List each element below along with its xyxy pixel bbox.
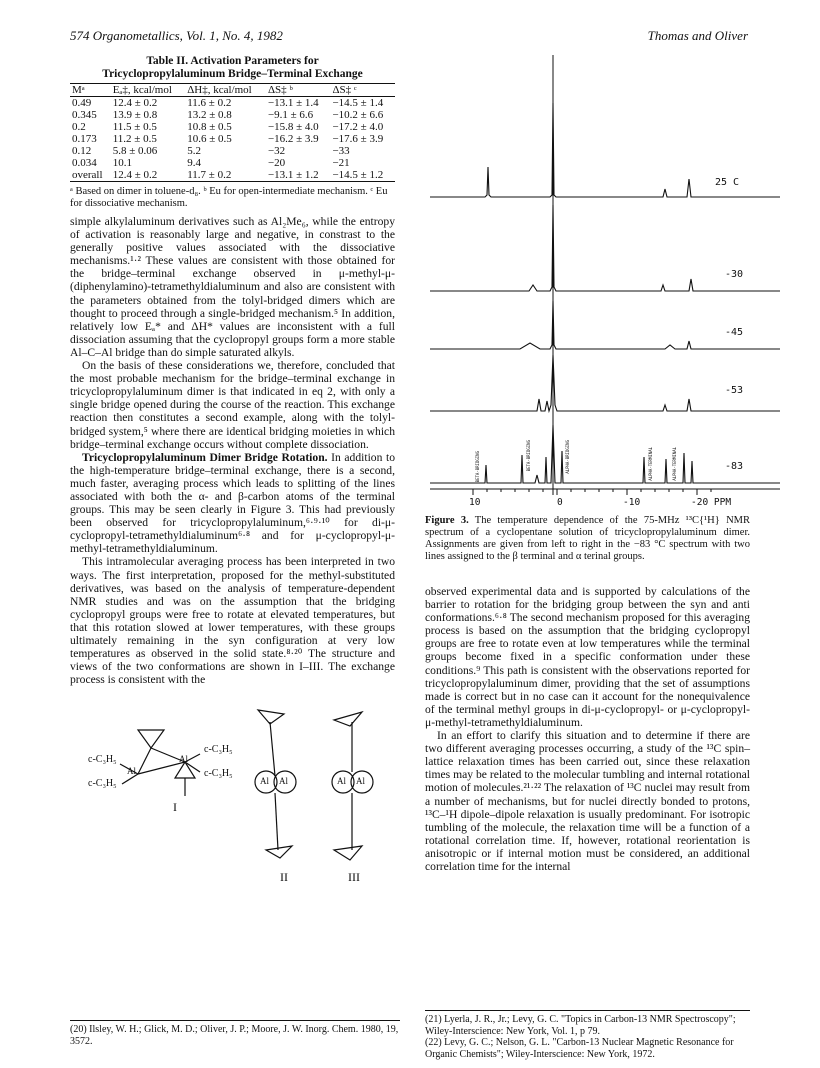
paragraph: In an effort to clarify this situation and to determine if there are two different averaging processes occurring, a study of the ¹³C spin–lattice relaxation times has been carried out, since these relaxation times may be related to the molecular tumbling and internal rotational motion of molecules.²¹·²² The relaxation of ¹³C nuclei may result from a number of mechanisms, but for nuclei directly bonded to protons, ¹³C–¹H dipole–dipole relaxation is usually predominant. For isotropic tumbling of the molecule, the relaxation time will be a function of a rotational correlation time. If, however, rotational reorientation is anisotropic or if internal motion must be considered, an additional correlation time for the internal <box>425 729 750 873</box>
table-cell: −9.1 ± 6.6 <box>267 109 314 121</box>
table-cell: 0.345 <box>72 109 97 121</box>
substituent-label: c-C₃H₅ <box>204 744 233 755</box>
table-cell: −20 <box>267 157 286 169</box>
peak-assignment-label: ALPHA-TERMINAL <box>648 447 653 481</box>
table-cell: 11.5 ± 0.5 <box>112 121 157 133</box>
paragraph: observed experimental data and is supported by calculations of the barrier to rotation for the bridging group between the syn and anti conformations.⁶·⁸ The second mechanism proposed for this averaging process is based on the assumption that the bridging cyclopropyl groups are free to rotate even at low temperatures while the terminal groups become fixed in a specific conformation under these conditions.⁹ This path is consistent with the observations reported for tricyclopropylaluminum dimer, providing that the set of assumptions made is correct but in no case can it account for the nonequivalence of the terminal methyl groups in di-μ-cyclopropyl- or μ-cyclopropyl-μ-methyl-tetramethyldialuminum. <box>425 585 750 729</box>
table-cell: −10.2 ± 6.6 <box>332 109 384 121</box>
nmr-spectra-figure <box>425 55 785 510</box>
table-cell: −13.1 ± 1.4 <box>267 97 319 109</box>
figure-caption <box>425 515 750 563</box>
aluminum-label: Al <box>279 776 288 786</box>
table-cell: 12.4 ± 0.2 <box>112 97 158 109</box>
section-heading: Tricyclopropylaluminum Dimer Bridge Rotation. <box>82 450 328 464</box>
figure-caption-text: The temperature dependence of the 75-MHz ¹³C{¹H} NMR spectrum of a cyclopentane solution of tricyclopropylaluminum dimer. Assignments are given from left to right in the −83 °C spectrum with two lines assigned to the β terminal and α terinal groups. <box>425 515 750 562</box>
paragraph: simple alkylaluminum derivatives such as Al₂Me₆, while the entropy of activation is reasonably large and negative, in constrast to the generally positive values associated with the dissociative mechanisms.¹·² These values are consistent with those obtained for the bridge–terminal exchange observed in μ-methyl-μ-(diphenylamino)-tetramethyldialuminum and also are consistent with the parameters obtained from the tolyl-bridged dimers which are thought to proceed through a single-bridged mechanism.⁵ In addition, relatively low Eₐ* and ΔH* values are inconsistent with a full dissociation assuming that the cyclopropyl groups form a more stable Al–C–Al bridge than do simple saturated alkyls. <box>70 215 395 359</box>
table-cell: 10.1 <box>112 157 132 169</box>
table-cell: −14.5 ± 1.2 <box>332 169 384 181</box>
spectrum-minus53 <box>430 355 780 411</box>
peak-assignment-label: BETA-BRIDGING <box>526 440 531 472</box>
table-cell: −16.2 ± 3.9 <box>267 133 319 145</box>
footnote-refs-right <box>425 1010 750 1060</box>
running-header-left: 574 Organometallics, Vol. 1, No. 4, 1982 <box>70 28 283 43</box>
aluminum-label: Al <box>260 776 269 786</box>
spectrum-minus45 <box>430 301 780 349</box>
structure-label-iii: III <box>348 870 360 884</box>
table-title-line2: Tricyclopropylaluminum Bridge–Terminal Exchange <box>102 68 363 80</box>
table-cell: −15.8 ± 4.0 <box>267 121 319 133</box>
table-body <box>70 97 395 182</box>
structure-i-bonds <box>120 730 200 796</box>
temp-label: -83 <box>725 461 744 472</box>
table-title <box>70 55 395 81</box>
table-cell: 0.034 <box>72 157 97 169</box>
table-header-cell: ΔS‡ ᵇ <box>267 84 293 96</box>
table-cell: 5.2 <box>187 145 201 157</box>
paragraph-text: In addition to the high-temperature bridge–terminal exchange, there is a second, much faster, averaging process which leads to splitting of the lines associated with both the α- and β-carbon atoms of the terminal groups. This may be seen clearly in Figure 3. This had previously been observed for tricyclopropylaluminum,⁶·⁹·¹⁰ for di-μ-cyclopropyl-tetramethyldialuminum⁶·⁸ and for μ-cyclopropyl-μ-methyl-tetramethyldialuminum. <box>70 450 395 556</box>
peak-assignment-label: ALPHA-BRIDGING <box>565 440 570 474</box>
peak-assignment-label: BETA-BRIDGING <box>475 451 480 483</box>
table-cell: −33 <box>332 145 350 157</box>
spectrum-minus83 <box>430 425 780 483</box>
table-row <box>70 145 395 157</box>
table-footnote: ᵃ Based on dimer in toluene-d₈. ᵇ Eu for open-intermediate mechanism. ᶜ Eu for dissociative mechanism. <box>70 186 388 209</box>
temp-label: -30 <box>725 269 744 280</box>
footnote-ref-21: (21) Lyerla, J. R., Jr.; Levy, G. C. "Topics in Carbon-13 NMR Spectroscopy"; Wiley-Interscience: New York, Vol. 1, p 79. <box>425 1014 736 1037</box>
table-title-line1: Table II. Activation Parameters for <box>146 55 319 67</box>
table-row <box>70 109 395 121</box>
table-row <box>70 157 395 169</box>
table-cell: −14.5 ± 1.4 <box>332 97 384 109</box>
table-cell: 11.6 ± 0.2 <box>187 97 232 109</box>
table-cell: 11.2 ± 0.5 <box>112 133 157 145</box>
table-cell: 10.6 ± 0.5 <box>187 133 232 145</box>
table-cell: 0.12 <box>72 145 92 157</box>
temp-label: -53 <box>725 385 744 396</box>
table-header-cell: Eₐ‡, kcal/mol <box>112 84 172 96</box>
nmr-spectra-drawing <box>425 55 785 510</box>
structure-label-ii: II <box>280 870 288 884</box>
table-cell: −17.2 ± 4.0 <box>332 121 384 133</box>
left-column <box>70 55 395 686</box>
temp-label: 25 C <box>715 177 740 188</box>
structure-label-i: I <box>173 800 177 814</box>
table-cell: 10.8 ± 0.5 <box>187 121 232 133</box>
structure-iii-bonds <box>332 712 373 860</box>
paragraph <box>70 451 395 556</box>
running-header-right: Thomas and Oliver <box>647 28 748 43</box>
table-row <box>70 169 395 182</box>
axis-ticks <box>473 489 711 495</box>
table-cell: 0.49 <box>72 97 92 109</box>
table-cell: 0.2 <box>72 121 86 133</box>
table-header-cell: ΔS‡ ᶜ <box>332 84 357 96</box>
axis-tick-label: -20 PPM <box>691 497 732 508</box>
aluminum-label: Al <box>127 766 136 776</box>
table-cell: 12.4 ± 0.2 <box>112 169 158 181</box>
table-row <box>70 133 395 145</box>
table-cell: 13.2 ± 0.8 <box>187 109 232 121</box>
axis-tick-label: 0 <box>557 497 563 508</box>
peak-assignment-label: ALPHA-TERMINAL <box>672 447 677 481</box>
table-row <box>70 97 395 110</box>
axis-tick-label: 10 <box>469 497 481 508</box>
table-header-cell: Mᵃ <box>72 84 85 96</box>
substituent-label: c-C₃H₅ <box>204 768 233 779</box>
table-header-row <box>70 84 395 97</box>
figure-caption-label: Figure 3. <box>425 515 469 526</box>
table-cell: 9.4 <box>187 157 201 169</box>
table-header-cell: ΔH‡, kcal/mol <box>187 84 252 96</box>
aluminum-label: Al <box>356 776 365 786</box>
table-row <box>70 121 395 133</box>
table-cell: 0.173 <box>72 133 97 145</box>
structures-drawing <box>70 700 405 990</box>
aluminum-label: Al <box>337 776 346 786</box>
table-cell: −17.6 ± 3.9 <box>332 133 384 145</box>
table-cell: overall <box>72 169 103 181</box>
paragraph: On the basis of these considerations we, therefore, concluded that the most probable mechanism for the bridge–terminal exchange in tricyclopropylaluminum dimer is that indicated in eq 2, with only a single bridge opened during the course of the reaction. This exchange reaction then constitutes a second example, along with the tolyl-bridged system,⁵ where there are identical bridging moieties in which bridge–terminal exchange occurs without complete dissociation. <box>70 359 395 451</box>
table-cell: −13.1 ± 1.2 <box>267 169 319 181</box>
paragraph: This intramolecular averaging process has been interpreted in two ways. The first interpretation, proposed for the methyl-substituted derivatives, was based on the analysis of temperature-dependent NMR studies and was on the assumption that the bridging cyclopropyl groups were free to rotate at elevated temperatures, but that this rotation slowed at lower temperatures, with these groups ultimately remaining in the syn configuration at very low temperatures as observed in the solid state.⁸·²⁰ The structure and views of the two conformations are shown in I–III. The exchange process is consistent with the <box>70 555 395 687</box>
structures-figure <box>70 700 405 990</box>
table-cell: 11.7 ± 0.2 <box>187 169 232 181</box>
axis-tick-label: -10 <box>623 497 641 508</box>
left-body-text <box>70 215 395 686</box>
footnote-ref-22: (22) Levy, G. C.; Nelson, G. L. "Carbon-13 Nuclear Magnetic Resonance for Organic Chemists"; Wiley-Interscience: New York, 1972. <box>425 1037 734 1060</box>
substituent-label: c-C₃H₅ <box>88 754 117 765</box>
temp-label: -45 <box>725 327 744 338</box>
table-cell: 5.8 ± 0.06 <box>112 145 158 157</box>
table-cell: −21 <box>332 157 350 169</box>
substituent-label: c-C₃H₅ <box>88 778 117 789</box>
table-cell: 13.9 ± 0.8 <box>112 109 158 121</box>
aluminum-label: Al <box>179 754 188 764</box>
right-column <box>425 585 750 873</box>
activation-table <box>70 83 395 182</box>
table-cell: −32 <box>267 145 286 157</box>
footnote-ref-20: (20) Ilsley, W. H.; Glick, M. D.; Oliver, J. P.; Moore, J. W. Inorg. Chem. 1980, 19, 3572. <box>70 1020 400 1047</box>
